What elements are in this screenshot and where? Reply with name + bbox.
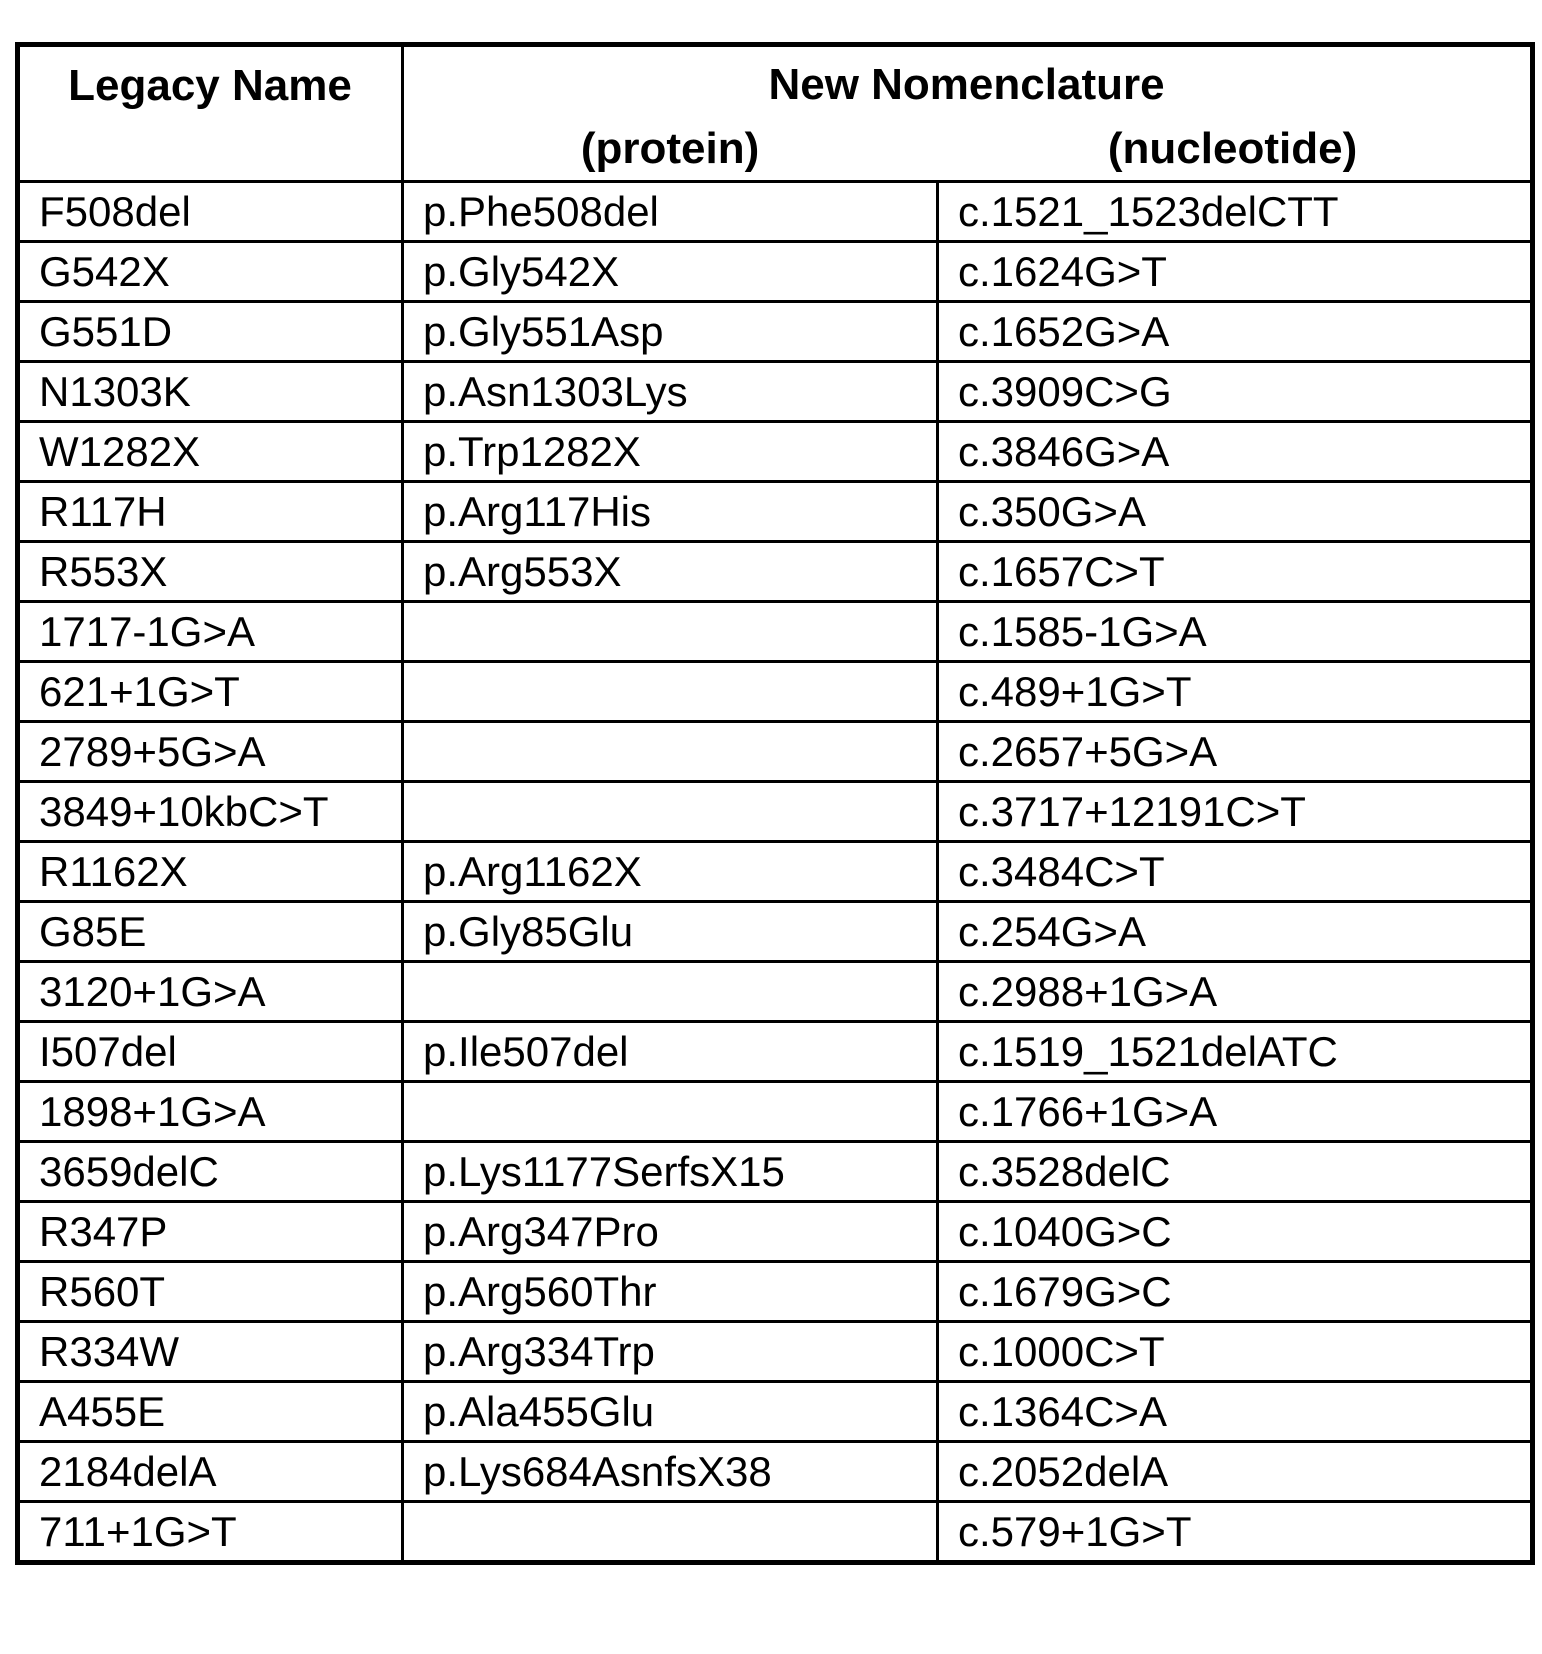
cell-legacy-name: I507del xyxy=(18,1022,403,1082)
cell-nucleotide-name: c.489+1G>T xyxy=(938,662,1533,722)
table-row xyxy=(18,662,1533,722)
table-row xyxy=(18,1082,1533,1142)
table-row xyxy=(18,1142,1533,1202)
cell-protein-name xyxy=(403,722,938,782)
table-row xyxy=(18,1022,1533,1082)
table-row xyxy=(18,182,1533,242)
cell-nucleotide-name: c.1652G>A xyxy=(938,302,1533,362)
column-header-legacy-name: Legacy Name xyxy=(18,45,403,182)
table-row xyxy=(18,422,1533,482)
cell-legacy-name: 2789+5G>A xyxy=(18,722,403,782)
cell-protein-name: p.Asn1303Lys xyxy=(403,362,938,422)
table-row xyxy=(18,902,1533,962)
table-row xyxy=(18,962,1533,1022)
cell-protein-name: p.Trp1282X xyxy=(403,422,938,482)
cell-protein-name xyxy=(403,782,938,842)
cell-protein-name: p.Gly85Glu xyxy=(403,902,938,962)
cell-protein-name: p.Ile507del xyxy=(403,1022,938,1082)
table-header xyxy=(18,45,1533,182)
table-row xyxy=(18,602,1533,662)
cell-protein-name: p.Arg347Pro xyxy=(403,1202,938,1262)
table-row xyxy=(18,1262,1533,1322)
cell-protein-name xyxy=(403,602,938,662)
cell-protein-name xyxy=(403,1502,938,1563)
cell-legacy-name: R1162X xyxy=(18,842,403,902)
cell-protein-name: p.Phe508del xyxy=(403,182,938,242)
sub-header-nucleotide: (nucleotide) xyxy=(1107,124,1358,174)
cell-protein-name: p.Arg334Trp xyxy=(403,1322,938,1382)
cell-protein-name xyxy=(403,1082,938,1142)
cell-nucleotide-name: c.3528delC xyxy=(938,1142,1533,1202)
cell-nucleotide-name: c.1585-1G>A xyxy=(938,602,1533,662)
table-row xyxy=(18,1442,1533,1502)
cell-protein-name: p.Arg117His xyxy=(403,482,938,542)
cell-nucleotide-name: c.2052delA xyxy=(938,1442,1533,1502)
sub-header-protein: (protein) xyxy=(580,124,760,174)
cell-protein-name xyxy=(403,662,938,722)
table-row xyxy=(18,782,1533,842)
cell-legacy-name: 1898+1G>A xyxy=(18,1082,403,1142)
cell-legacy-name: W1282X xyxy=(18,422,403,482)
cell-nucleotide-name: c.1766+1G>A xyxy=(938,1082,1533,1142)
table-row xyxy=(18,302,1533,362)
cell-nucleotide-name: c.3484C>T xyxy=(938,842,1533,902)
cell-legacy-name: F508del xyxy=(18,182,403,242)
cell-nucleotide-name: c.1657C>T xyxy=(938,542,1533,602)
cell-protein-name: p.Lys684AsnfsX38 xyxy=(403,1442,938,1502)
cell-nucleotide-name: c.3846G>A xyxy=(938,422,1533,482)
cell-legacy-name: 3120+1G>A xyxy=(18,962,403,1022)
cell-nucleotide-name: c.1000C>T xyxy=(938,1322,1533,1382)
table-row xyxy=(18,542,1533,602)
column-header-new-nomenclature xyxy=(403,45,1533,182)
sub-header-row xyxy=(404,125,1529,173)
cell-nucleotide-name: c.3717+12191C>T xyxy=(938,782,1533,842)
cell-nucleotide-name: c.1624G>T xyxy=(938,242,1533,302)
cell-protein-name: p.Gly542X xyxy=(403,242,938,302)
cell-protein-name: p.Gly551Asp xyxy=(403,302,938,362)
cell-legacy-name: N1303K xyxy=(18,362,403,422)
cell-legacy-name: 2184delA xyxy=(18,1442,403,1502)
cell-protein-name: p.Ala455Glu xyxy=(403,1382,938,1442)
table-row xyxy=(18,842,1533,902)
table-row xyxy=(18,1382,1533,1442)
cell-nucleotide-name: c.2657+5G>A xyxy=(938,722,1533,782)
table-body xyxy=(18,182,1533,1563)
table-row xyxy=(18,242,1533,302)
cell-nucleotide-name: c.350G>A xyxy=(938,482,1533,542)
cell-protein-name xyxy=(403,962,938,1022)
cell-nucleotide-name: c.1521_1523delCTT xyxy=(938,182,1533,242)
cell-legacy-name: G551D xyxy=(18,302,403,362)
cell-legacy-name: R560T xyxy=(18,1262,403,1322)
table-row xyxy=(18,1502,1533,1563)
header-row xyxy=(18,45,1533,182)
cell-nucleotide-name: c.2988+1G>A xyxy=(938,962,1533,1022)
cell-nucleotide-name: c.1519_1521delATC xyxy=(938,1022,1533,1082)
table-row xyxy=(18,1322,1533,1382)
cell-legacy-name: 3659delC xyxy=(18,1142,403,1202)
cell-legacy-name: R553X xyxy=(18,542,403,602)
cell-nucleotide-name: c.1679G>C xyxy=(938,1262,1533,1322)
cell-protein-name: p.Arg553X xyxy=(403,542,938,602)
cell-legacy-name: A455E xyxy=(18,1382,403,1442)
cell-legacy-name: 1717-1G>A xyxy=(18,602,403,662)
new-nomenclature-title: New Nomenclature xyxy=(768,60,1165,109)
cell-legacy-name: 621+1G>T xyxy=(18,662,403,722)
cell-nucleotide-name: c.254G>A xyxy=(938,902,1533,962)
cell-legacy-name: 711+1G>T xyxy=(18,1502,403,1563)
cell-legacy-name: R334W xyxy=(18,1322,403,1382)
table-row xyxy=(18,1202,1533,1262)
table-row xyxy=(18,722,1533,782)
cell-protein-name: p.Lys1177SerfsX15 xyxy=(403,1142,938,1202)
cell-nucleotide-name: c.1040G>C xyxy=(938,1202,1533,1262)
cell-legacy-name: G542X xyxy=(18,242,403,302)
cell-nucleotide-name: c.1364C>A xyxy=(938,1382,1533,1442)
cell-protein-name: p.Arg560Thr xyxy=(403,1262,938,1322)
cell-legacy-name: G85E xyxy=(18,902,403,962)
cell-legacy-name: R347P xyxy=(18,1202,403,1262)
table-row xyxy=(18,362,1533,422)
nomenclature-table xyxy=(15,42,1535,1565)
cell-legacy-name: 3849+10kbC>T xyxy=(18,782,403,842)
cell-nucleotide-name: c.3909C>G xyxy=(938,362,1533,422)
cell-protein-name: p.Arg1162X xyxy=(403,842,938,902)
table-row xyxy=(18,482,1533,542)
cell-legacy-name: R117H xyxy=(18,482,403,542)
cell-nucleotide-name: c.579+1G>T xyxy=(938,1502,1533,1563)
